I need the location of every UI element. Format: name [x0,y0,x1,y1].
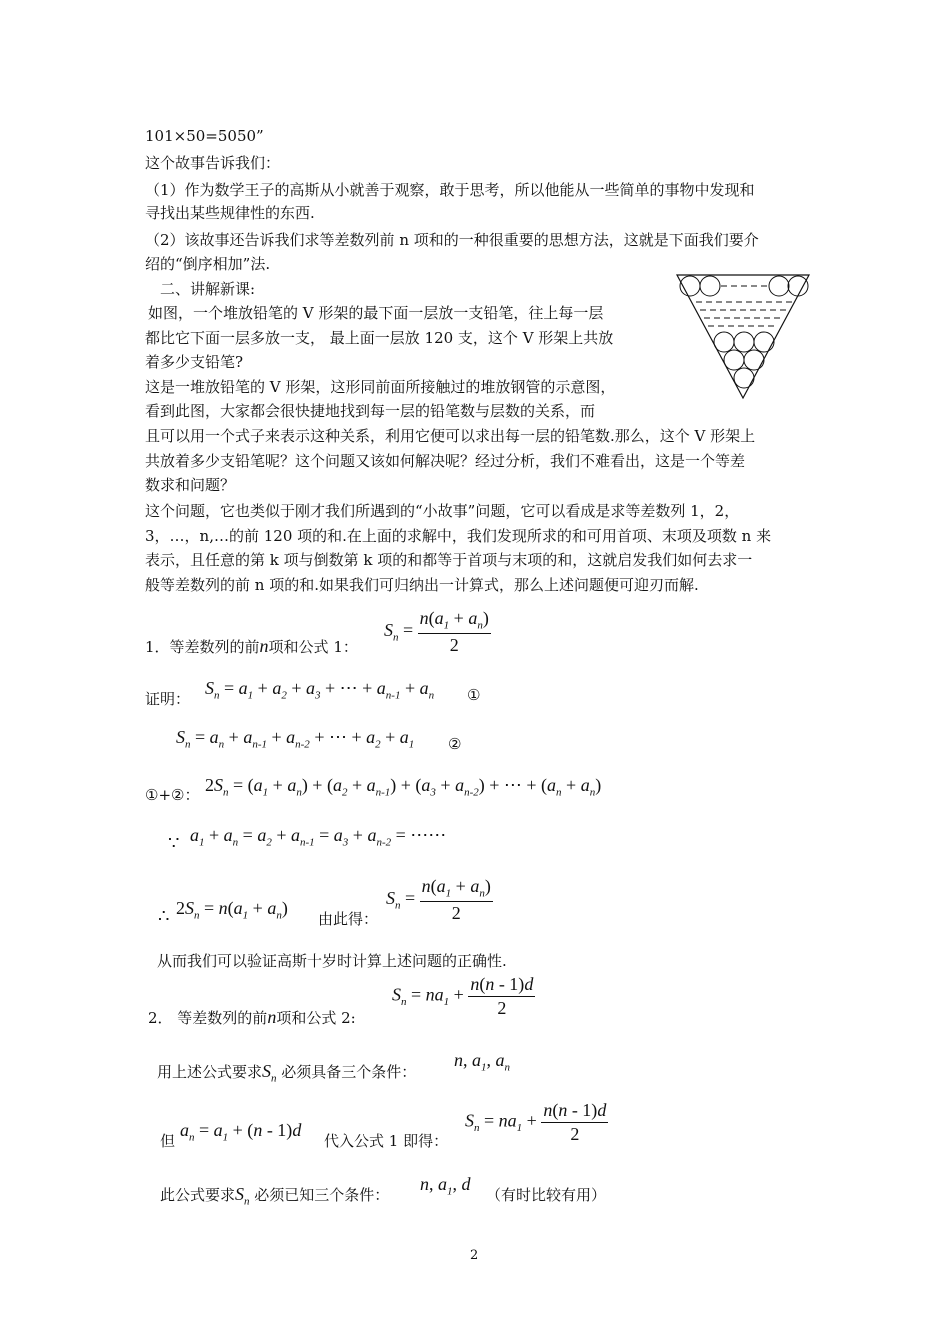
conditions-2: n, $a_1$, d [420,1174,471,1198]
text-line: 寻找出某些规律性的东西. [145,204,315,222]
text-line: 这个故事告诉我们： [145,154,281,172]
text-line: 数求和问题？ [145,476,236,494]
text-line: （2）该故事还告诉我们求等差数列前 n 项和的一种很重要的思想方法，这就是下面我们要介 [145,231,759,249]
proof-label: 证明： [145,690,191,708]
dashed-layers [696,286,792,326]
but-label: 但 [160,1132,176,1150]
proof-eq-4: $a_1 + a_n = a_2 + a_{n-1} = a_3 + a_{n-2}$ = ⋯⋯ [190,825,447,849]
page-number: 2 [470,1248,479,1263]
text-line: 这个问题，它也类似于刚才我们所遇到的“小故事”问题，它可以看成是求等差数列 1，2， [145,502,740,520]
formula-1: $S_n$ = $\frac{n(a_1 + a_n)}{2}$ [384,608,489,655]
an-formula: $a_n = a_1 + (n - 1)d$ [180,1120,302,1144]
formula-1-result: $S_n$ = $\frac{n(a_1 + a_n)}{2}$ [386,876,491,923]
text-line: 都比它下面一层多放一支， 最上面一层放 120 支，这个 V 形架上共放 [145,329,614,347]
sum-label: ①+②： [145,786,200,804]
text-line: 101×50=5050” [145,127,264,145]
text-line: 如图，一个堆放铅笔的 V 形架的最下面一层放一支铅笔，往上每一层 [148,304,604,322]
requirement-2-text: 此公式要求$S_n$ 必须已知三个条件： [160,1184,390,1208]
formula-2-label: 2． 等差数列的前n项和公式 2: [148,1007,356,1027]
therefore-symbol: ∴ [158,906,170,927]
v-rack-figure [674,272,812,402]
text-line: 着多少支铅笔? [145,353,244,371]
proof-eq-2: $S_n = a_n + a_{n-1} + a_{n-2}$ + ⋯ + $a_2 + a_1$ [176,727,415,751]
text-line: （1）作为数学王子的高斯从小就善于观察，敢于思考，所以他能从一些简单的事物中发现和 [145,181,755,199]
pencil-circles [680,276,808,388]
requirement-1-text: 用上述公式要求$S_n$ 必须具备三个条件： [157,1061,417,1085]
proof-eq-5: $2S_n = n(a_1 + a_n)$ [176,898,288,922]
text-line: 绍的“倒序相加”法. [145,255,271,273]
proof-eq-3: $2S_n = (a_1 + a_n) + (a_2 + a_{n-1}) + (a_3 + a_{n-2})$ + ⋯ + $(a_n + a_n)$ [205,775,602,799]
formula-2-result: $S_n = na_1$ + $\frac{n(n - 1)d}{2}$ [465,1100,607,1144]
text-line: 般等差数列的前 n 项的和.如果我们可归纳出一计算式，那么上述问题便可迎刃而解. [145,576,699,594]
hence-label: 由此得： [318,910,379,928]
because-symbol: ∵ [168,833,180,854]
substitute-text: 代入公式 1 即得： [324,1132,449,1150]
conditions-1: n, $a_1$, $a_n$ [454,1050,510,1074]
text-line: 且可以用一个式子来表示这种关系，利用它便可以求出每一层的铅笔数.那么，这个 V 形架上 [145,427,756,445]
proof-eq-1: $S_n = a_1 + a_2 + a_3$ + ⋯ + $a_{n-1} + a_n$ [205,678,435,702]
conclusion-text: 从而我们可以验证高斯十岁时计算上述问题的正确性. [157,952,507,970]
text-line: 看到此图，大家都会很快捷地找到每一层的铅笔数与层数的关系，而 [145,402,596,420]
text-line: 共放着多少支铅笔呢？这个问题又该如何解决呢？经过分析，我们不难看出，这是一个等差 [145,452,746,470]
note-text: （有时比较有用） [486,1186,607,1204]
formula-2: $S_n = na_1$ + $\frac{n(n - 1)d}{2}$ [392,974,534,1018]
text-line: 3，…，n,…的前 120 项的和.在上面的求解中，我们发现所求的和可用首项、末项及项数 n 来 [145,527,772,545]
section-heading: 二、讲解新课: [160,280,256,298]
formula-1-label: 1．等差数列的前n项和公式 1： [145,636,358,656]
text-line: 表示，且任意的第 k 项与倒数第 k 项的和都等于首项与末项的和，这就启发我们如何去求一 [145,551,753,569]
text-line: 这是一堆放铅笔的 V 形架，这形同前面所接触过的堆放钢管的示意图， [145,378,616,396]
eq-mark-2: ② [448,735,462,753]
eq-mark-1: ① [467,686,481,704]
